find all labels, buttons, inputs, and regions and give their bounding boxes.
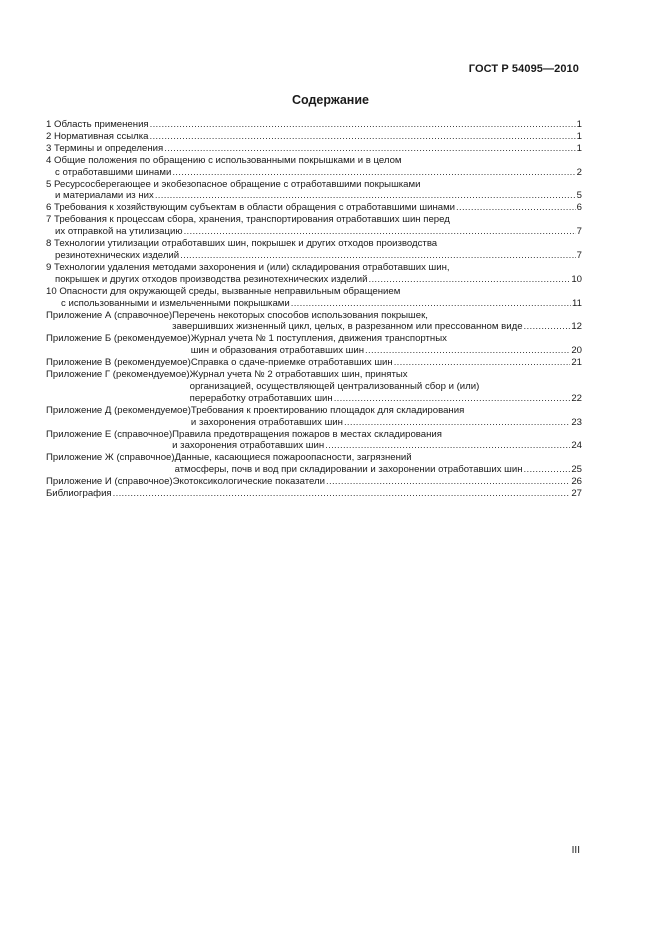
toc-entry-4[interactable] [46,155,582,179]
toc-entry-text-cont: с отработавшими шинами [55,166,172,178]
appendix-title-cont: организацией, осуществляющей централизованный сбор и (или) [189,380,480,392]
toc-page-number: 23 [571,416,582,428]
appendix-title: Справка о сдаче-приемке отработавших шин [190,357,393,369]
toc-entry-text: 8 Технологии утилизации отработавших шин, покрышек и других отходов производства [46,238,438,250]
toc-entry-text-cont: и материалами из них [55,190,154,202]
toc-page-number: 5 [576,190,582,202]
toc-page-number: 27 [571,488,582,500]
leader-dots [524,321,571,333]
toc-appendix-a[interactable] [46,310,582,334]
appendix-title: Правила предотвращения пожаров в местах складирования [172,428,442,440]
leader-dots [344,417,570,429]
toc-entry-text-cont: резинотехнических изделий [55,249,180,261]
toc-page-number: 7 [576,226,582,238]
appendix-title: Журнал учета № 1 поступления, движения транспортных [190,333,447,345]
toc-appendix-b[interactable] [46,333,582,357]
toc-entry-text: 3 Термины и определения [46,142,164,154]
toc-bibliography[interactable] [46,488,582,500]
appendix-title: Требования к проектированию площадок для складирования [190,404,465,416]
document-code: ГОСТ Р 54095—2010 [468,63,579,75]
toc-entry-5[interactable] [46,179,582,203]
toc-page-number: 24 [571,440,582,452]
leader-dots [365,345,570,357]
leader-dots [150,119,576,131]
table-of-contents [46,119,582,500]
toc-page-number: 22 [571,392,582,404]
toc-title: Содержание [291,93,369,107]
appendix-prefix: Приложение И (справочное) [46,476,173,488]
toc-appendix-zh[interactable] [46,452,582,476]
leader-dots [113,488,571,500]
leader-dots [291,298,571,310]
toc-page-number: 6 [576,202,582,214]
toc-appendix-g[interactable] [46,369,582,405]
appendix-title: Данные, касающиеся пожароопасности, загрязнений [174,452,412,464]
appendix-title-cont: завершивших жизненный цикл, целых, в разрезанном или прессованном виде [172,321,523,333]
leader-dots [524,464,571,476]
toc-page-number: 1 [576,142,582,154]
toc-entry-text: 5 Ресурсосберегающее и экобезопасное обращение с отработавшими покрышками [46,178,421,190]
bibliography-label: Библиография [46,488,112,500]
leader-dots [325,440,570,452]
leader-dots [369,274,571,286]
appendix-prefix: Приложение Д (рекомендуемое) [46,404,191,416]
appendix-title-cont: и захоронения отработавших шин [190,416,343,428]
appendix-title-cont: переработку отработавших шин [189,392,333,404]
toc-appendix-e[interactable] [46,429,582,453]
leader-dots [150,131,576,143]
page-number: III [571,845,580,856]
toc-appendix-d[interactable] [46,405,582,429]
toc-entry-text: 4 Общие положения по обращению с использованными покрышками и в целом [46,154,402,166]
leader-dots [334,393,571,405]
toc-page-number: 1 [576,130,582,142]
toc-page-number: 7 [576,249,582,261]
toc-page-number: 11 [572,297,582,309]
appendix-title-cont: шин и образования отработавших шин [190,345,365,357]
leader-dots [172,167,575,179]
toc-page-number: 1 [576,119,582,130]
toc-page-number: 2 [576,166,582,178]
leader-dots [456,202,576,214]
toc-entry-text: 9 Технологии удаления методами захоронения и (или) складирования отработавших шин, [46,261,450,273]
toc-page-number: 20 [571,345,582,357]
leader-dots [326,476,570,488]
leader-dots [394,357,571,369]
toc-entry-text: 2 Нормативная ссылка [46,130,149,142]
toc-page-number: 10 [571,273,582,285]
appendix-title: Журнал учета № 2 отработавших шин, принятых [189,369,408,381]
appendix-title-cont: и захоронения отработавших шин [172,440,325,452]
toc-entry-3[interactable] [46,143,582,155]
appendix-prefix: Приложение Ж (справочное) [46,452,175,464]
toc-page-number: 25 [571,464,582,476]
leader-dots [164,143,575,155]
toc-page-number: 26 [571,476,582,488]
toc-page-number: 21 [571,357,582,369]
toc-entry-2[interactable] [46,131,582,143]
appendix-title: Перечень некоторых способов использования покрышек, [172,309,428,321]
appendix-prefix: Приложение Г (рекомендуемое) [46,369,190,381]
appendix-title: Экотоксикологические показатели [172,476,326,488]
appendix-title-cont: атмосферы, почв и вод при складировании и захоронении отработавших шин [174,464,523,476]
toc-entry-8[interactable] [46,238,582,262]
appendix-prefix: Приложение Е (справочное) [46,428,173,440]
toc-entry-text-cont: с использованными и измельченными покрышками [61,297,290,309]
leader-dots [180,250,576,262]
appendix-prefix: Приложение А (справочное) [46,309,173,321]
toc-appendix-v[interactable] [46,357,582,369]
toc-page-number: 12 [571,321,582,333]
leader-dots [155,190,576,202]
toc-entry-text: 10 Опасности для окружающей среды, вызванные неправильным обращением [46,285,401,297]
toc-entry-6[interactable] [46,202,582,214]
toc-entry-text: 1 Область применения [46,119,149,130]
appendix-prefix: Приложение Б (рекомендуемое) [46,333,191,345]
toc-entry-text-cont: покрышек и других отходов производства резинотехнических изделий [55,273,368,285]
toc-entry-9[interactable] [46,262,582,286]
toc-entry-text: 6 Требования к хозяйствующим субъектам в области обращения с отработавшими шинами [46,202,456,214]
toc-entry-7[interactable] [46,214,582,238]
toc-entry-10[interactable] [46,286,582,310]
toc-entry-1[interactable] [46,119,582,131]
toc-entry-text-cont: их отправкой на утилизацию [55,226,183,238]
leader-dots [184,226,576,238]
toc-entry-text: 7 Требования к процессам сбора, хранения, транспортирования отработавших шин перед [46,214,450,226]
appendix-prefix: Приложение В (рекомендуемое) [46,357,191,369]
toc-appendix-i[interactable] [46,476,582,488]
